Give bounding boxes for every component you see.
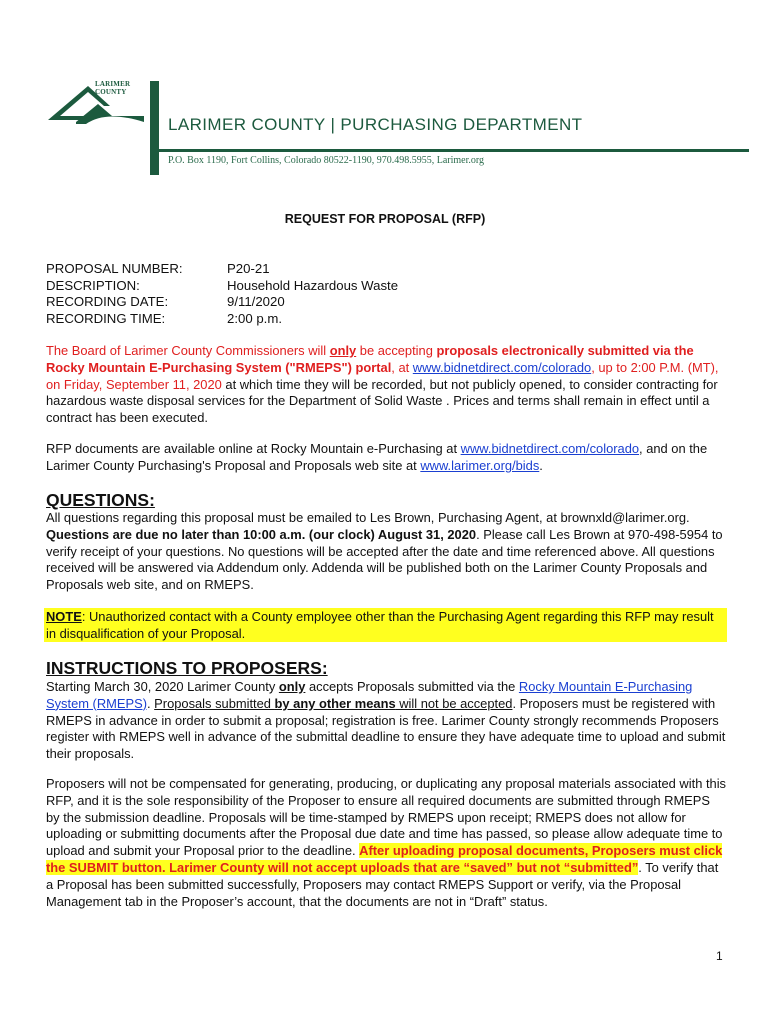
questions-heading: QUESTIONS: bbox=[46, 490, 155, 510]
department-title: LARIMER COUNTY | PURCHASING DEPARTMENT bbox=[168, 115, 583, 134]
info-row bbox=[46, 294, 398, 311]
rmeps-emphasis: proposals electronically submitted via the Rocky Mountain E-Purchasing System ("RMEPS") portal bbox=[46, 343, 694, 375]
only-emphasis: only bbox=[329, 343, 357, 358]
info-row bbox=[46, 311, 398, 328]
info-label: RECORDING DATE: bbox=[46, 294, 169, 309]
info-value: 2:00 p.m. bbox=[227, 310, 282, 326]
instructions-heading: INSTRUCTIONS TO PROPOSERS: bbox=[46, 658, 328, 678]
other-means-emphasis: by any other means bbox=[274, 695, 396, 711]
note-paragraph: NOTE: Unauthorized contact with a County employee other than the Purchasing Agent regarding this RFP may result in disqualification of your Proposal. bbox=[46, 609, 714, 641]
note-label: NOTE bbox=[46, 609, 82, 624]
info-label: DESCRIPTION: bbox=[46, 277, 140, 293]
info-label: PROPOSAL NUMBER: bbox=[46, 261, 183, 276]
department-address: P.O. Box 1190, Fort Collins, Colorado 80522-1190, 970.498.5955, Larimer.org bbox=[168, 155, 485, 166]
instructions-paragraph: Starting March 30, 2020 Larimer County only accepts Proposals submitted via the Rocky Mountain E-Purchasing System (RMEPS). Proposals submitted by any other means will not be accepted. Proposers must be registered with RMEPS in advance in order to submit a proposal; registration is free. Larimer County strongly recommends Proposers register with RMEPS well in advance of the submittal deadline to ensure they have adequate time to upload and submit their proposals. bbox=[46, 679, 726, 762]
info-row bbox=[46, 261, 398, 278]
larimer-bids-link[interactable]: www.larimer.org/bids bbox=[420, 457, 540, 473]
letterhead-vertical-bar bbox=[150, 81, 159, 175]
info-row bbox=[46, 278, 398, 295]
compensation-paragraph: Proposers will not be compensated for generating, producing, or duplicating any proposal materials associated with this RFP, and it is the sole responsibility of the Proposer to ensure all required documents are submitted through RMEPS by the submission deadline. Proposals will be time-stamped by RMEPS upon receipt; RMEPS does not allow for uploading or submitting documents after the Proposal due date and time has passed, so please allow adequate time to upload and submit your Proposal prior to the deadline. After uploading proposal documents, Proposers must click the SUBMIT button. Larimer County will not accept uploads that are “saved” but not “submitted”. To verify that a Proposal has been submitted successfully, Proposers may contact RMEPS Support or verify, via the Proposal Management tab in the Proposer’s account, that the documents are not in “Draft” status. bbox=[46, 776, 727, 909]
submit-warning: After uploading proposal documents, Proposers must click the SUBMIT button. Larimer County will not accept uploads that are “saved” but not “submitted” bbox=[46, 843, 723, 875]
logo-text: LARIMER COUNTY bbox=[95, 80, 131, 96]
letterhead-rule bbox=[159, 149, 749, 152]
submission-paragraph: The Board of Larimer County Commissioners will only be accepting proposals electronically submitted via the Rocky Mountain E-Purchasing System ("RMEPS") portal, at www.bidnetdirect.com/colorado, up to 2:00 P.M. (MT), on Friday, September 11, 2020 at which time they will be recorded, but not publicly opened, to consider contracting for hazardous waste disposal services for the Department of Solid Waste . Prices and terms shall remain in effect until a contract has been executed. bbox=[46, 343, 719, 426]
bidnetdirect-link[interactable]: www.bidnetdirect.com/colorado bbox=[460, 441, 640, 456]
bidnetdirect-link[interactable]: www.bidnetdirect.com/colorado bbox=[412, 359, 592, 375]
proposal-info bbox=[46, 261, 398, 327]
questions-paragraph: All questions regarding this proposal must be emailed to Les Brown, Purchasing Agent, at brownxld@larimer.org. Questions are due no later than 10:00 a.m. (our clock) August 31, 2020. Please call Les Brown at 970-498-5954 to verify receipt of your questions. No questions will be accepted after the date and time referenced above. All questions received will be answered via Addendum only. Addenda will be published both on the Larimer County Proposals and Proposals web site, and on RMEPS. bbox=[46, 510, 723, 593]
info-value: P20-21 bbox=[227, 261, 270, 276]
rfp-title: REQUEST FOR PROPOSAL (RFP) bbox=[284, 212, 486, 226]
only-emphasis: only bbox=[278, 679, 306, 694]
info-label: RECORDING TIME: bbox=[46, 310, 166, 326]
questions-deadline: Questions are due no later than 10:00 a.m. (our clock) August 31, 2020 bbox=[46, 526, 477, 542]
info-value: Household Hazardous Waste bbox=[227, 277, 399, 293]
documents-paragraph: RFP documents are available online at Rocky Mountain e-Purchasing at www.bidnetdirect.com/colorado, and on the Larimer County Purchasing's Proposal and Proposals web site at www.larimer.org/bids. bbox=[46, 441, 708, 473]
info-value: 9/11/2020 bbox=[227, 294, 285, 309]
page-number: 1 bbox=[716, 949, 723, 963]
rmeps-link[interactable]: Rocky Mountain E-Purchasing System (RMEPS) bbox=[46, 679, 693, 711]
